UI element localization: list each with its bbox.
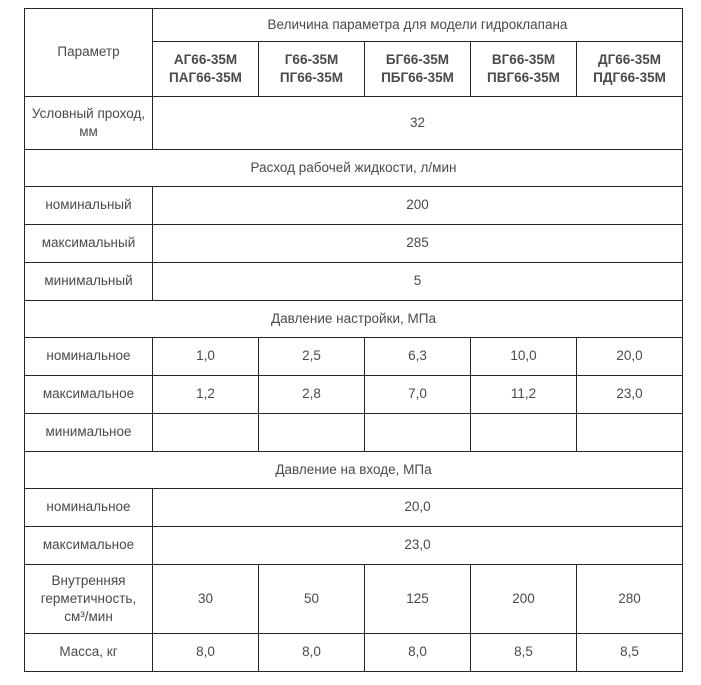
row-label-cell: Масса, кг xyxy=(25,634,153,672)
row-label-cell: минимальный xyxy=(25,263,153,301)
value-cell: 8,0 xyxy=(259,634,365,672)
row-label-cell: Условный проход, мм xyxy=(25,97,153,150)
row-inlet-pressure-nominal xyxy=(25,489,683,527)
row-flow-min xyxy=(25,263,683,301)
section-row-set-pressure xyxy=(25,301,683,338)
row-label-cell: минимальное xyxy=(25,414,153,452)
empty-value-cell xyxy=(259,414,365,452)
value-cell: 23,0 xyxy=(577,376,683,414)
row-label-cell: номинальное xyxy=(25,338,153,376)
value-cell: 125 xyxy=(365,565,471,634)
model-name-line: АГ66-35М xyxy=(173,51,238,67)
value-cell: 2,8 xyxy=(259,376,365,414)
row-label-cell: Внутренняя герметичность, см³/мин xyxy=(25,565,153,634)
value-cell: 285 xyxy=(153,225,683,263)
value-cell: 10,0 xyxy=(471,338,577,376)
value-cell: 200 xyxy=(153,187,683,225)
row-conditional-pass xyxy=(25,97,683,150)
model-name-line: ДГ66-35М xyxy=(597,51,662,67)
section-row-flow xyxy=(25,150,683,187)
model-name-line: ВГ66-35М xyxy=(491,51,556,67)
model-name-line: ПГ66-35М xyxy=(279,70,344,85)
row-internal-leakage xyxy=(25,565,683,634)
value-cell: 50 xyxy=(259,565,365,634)
value-cell: 20,0 xyxy=(577,338,683,376)
row-set-pressure-max xyxy=(25,376,683,414)
value-cell: 7,0 xyxy=(365,376,471,414)
model-name-line: Г66-35М xyxy=(284,51,339,67)
row-label-cell: номинальный xyxy=(25,187,153,225)
row-set-pressure-nominal xyxy=(25,338,683,376)
value-cell: 280 xyxy=(577,565,683,634)
header-row-1 xyxy=(25,9,683,42)
value-cell: 1,0 xyxy=(153,338,259,376)
value-cell: 30 xyxy=(153,565,259,634)
header-value-title-cell: Величина параметра для модели гидроклапана xyxy=(153,9,683,42)
model-header-cell xyxy=(365,42,471,97)
row-label-cell: максимальное xyxy=(25,527,153,565)
value-cell: 8,0 xyxy=(365,634,471,672)
section-header-cell: Расход рабочей жидкости, л/мин xyxy=(25,150,683,187)
value-cell: 8,5 xyxy=(577,634,683,672)
empty-value-cell xyxy=(153,414,259,452)
row-mass xyxy=(25,634,683,672)
model-header-cell xyxy=(471,42,577,97)
value-cell: 8,5 xyxy=(471,634,577,672)
value-cell: 8,0 xyxy=(153,634,259,672)
model-name-line: БГ66-35М xyxy=(385,51,450,67)
model-name-line: ПВГ66-35М xyxy=(487,70,560,85)
row-label-cell: номинальное xyxy=(25,489,153,527)
row-flow-nominal xyxy=(25,187,683,225)
row-set-pressure-min xyxy=(25,414,683,452)
value-cell: 200 xyxy=(471,565,577,634)
empty-value-cell xyxy=(365,414,471,452)
section-header-cell: Давление на входе, МПа xyxy=(25,452,683,489)
model-header-cell xyxy=(259,42,365,97)
value-cell: 11,2 xyxy=(471,376,577,414)
row-label-cell: максимальное xyxy=(25,376,153,414)
value-cell: 20,0 xyxy=(153,489,683,527)
empty-value-cell xyxy=(577,414,683,452)
row-inlet-pressure-max xyxy=(25,527,683,565)
section-row-inlet-pressure xyxy=(25,452,683,489)
value-cell: 23,0 xyxy=(153,527,683,565)
model-header-cell xyxy=(153,42,259,97)
hydraulic-valve-spec-table xyxy=(24,8,683,672)
row-label-cell: максимальный xyxy=(25,225,153,263)
model-name-line: ПДГ66-35М xyxy=(593,70,666,85)
value-cell: 5 xyxy=(153,263,683,301)
section-header-cell: Давление настройки, МПа xyxy=(25,301,683,338)
model-name-line: ПБГ66-35М xyxy=(381,70,454,85)
empty-value-cell xyxy=(471,414,577,452)
value-cell: 6,3 xyxy=(365,338,471,376)
value-cell: 1,2 xyxy=(153,376,259,414)
model-header-cell xyxy=(577,42,683,97)
value-cell: 32 xyxy=(153,97,683,150)
header-parameter-cell: Параметр xyxy=(25,9,153,97)
row-flow-max xyxy=(25,225,683,263)
value-cell: 2,5 xyxy=(259,338,365,376)
model-name-line: ПАГ66-35М xyxy=(169,70,242,85)
